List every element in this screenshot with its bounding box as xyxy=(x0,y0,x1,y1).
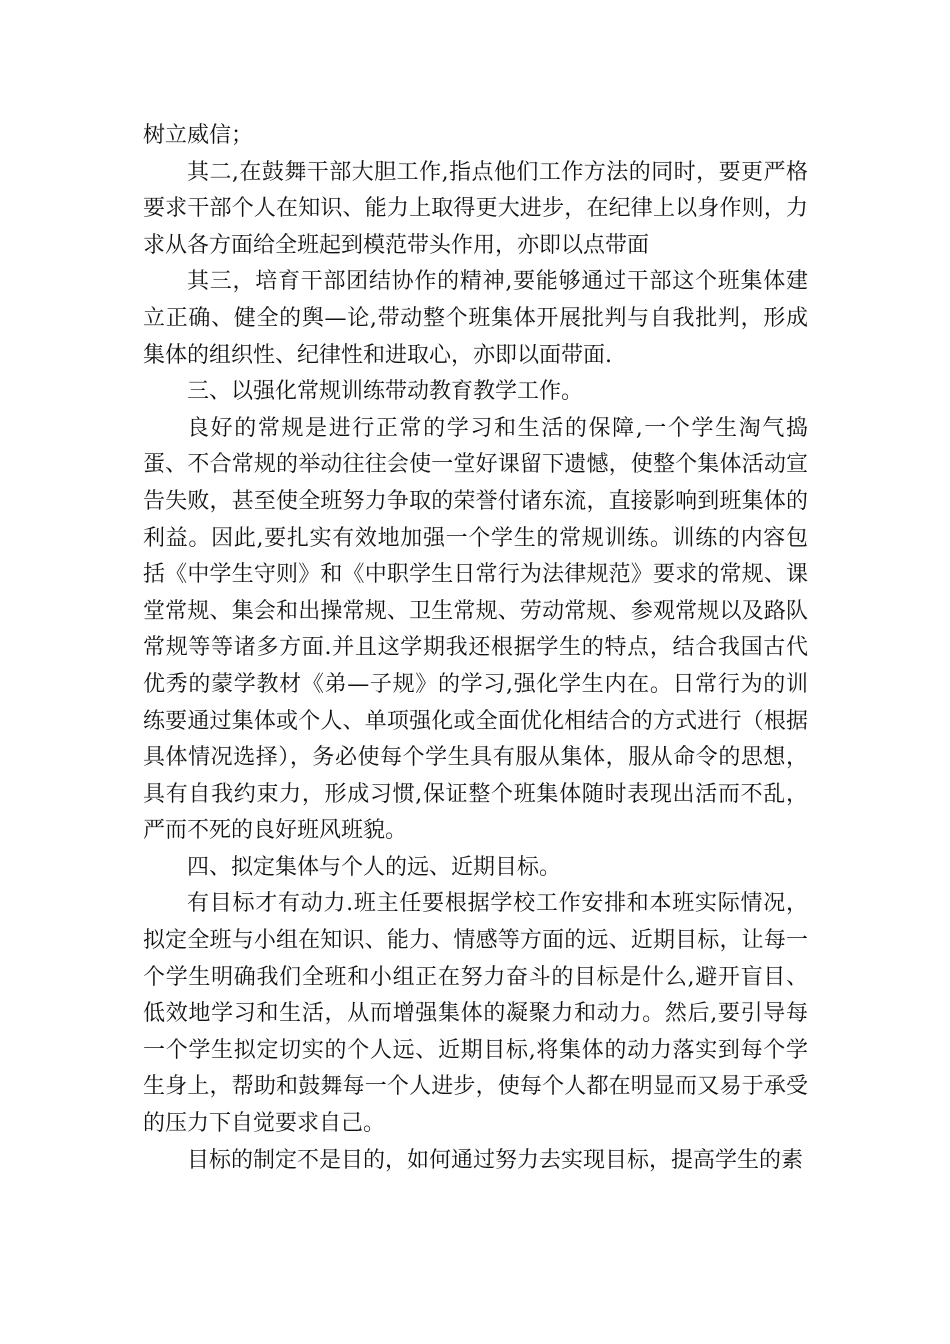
paragraph-1: 树立威信； xyxy=(143,123,254,148)
paragraph-2: 其二,在鼓舞干部大胆工作,指点他们工作方法的同时，要更严格要求干部个人在知识、能力上取得更大进步，在纪律上以身作则，力求从各方面给全班起到模范带头作用，亦即以点带面 xyxy=(143,159,808,258)
section-heading-4: 四、拟定集体与个人的远、近期目标。 xyxy=(187,854,562,880)
paragraph-8: 目标的制定不是目的，如何通过努力去实现目标，提高学生的素 xyxy=(187,1147,804,1173)
paragraph-7: 有目标才有动力.班主任要根据学校工作安排和本班实际情况，拟定全班与小组在知识、能力、情感等方面的远、近期目标，让每一个学生明确我们全班和小组正在努力奋斗的目标是什么,避开盲目、低效地学习和生活，从而增强集体的凝聚力和动力。然后,要引导每一个学生拟定切实的个人远、近期目标,将集体的动力落实到每个学生身上，帮助和鼓舞每一个人进步，使每个人都在明显而又易于承受的压力下自觉要求自己。 xyxy=(143,891,808,1137)
paragraph-3: 其三，培育干部团结协作的精神,要能够通过干部这个班集体建立正确、健全的舆—论,带动整个班集体开展批判与自我批判，形成集体的组织性、纪律性和进取心，亦即以面带面. xyxy=(143,269,808,368)
section-heading-3: 三、以强化常规训练带动教育教学工作。 xyxy=(187,379,584,405)
body-text xyxy=(143,118,808,1179)
paragraph-5: 良好的常规是进行正常的学习和生活的保障,一个学生淘气捣蛋、不合常规的举动往往会使一堂好课留下遗憾，使整个集体活动宣告失败，甚至使全班努力争取的荣誉付诸东流，直接影响到班集体的利益。因此,要扎实有效地加强一个学生的常规训练。训练的内容包括《中学生守则》和《中职学生日常行为法律规范》要求的常规、课堂常规、集会和出操常规、卫生常规、劳动常规、参观常规以及路队常规等等诸多方面.并且这学期我还根据学生的特点，结合我国古代优秀的蒙学教材《弟—子规》的学习,强化学生内在。日常行为的训练要通过集体或个人、单项强化或全面优化相结合的方式进行（根据具体情况选择），务必使每个学生具有服从集体，服从命令的思想，具有自我约束力，形成习惯,保证整个班集体随时表现出活而不乱，严而不死的良好班风班貌。 xyxy=(143,415,808,844)
